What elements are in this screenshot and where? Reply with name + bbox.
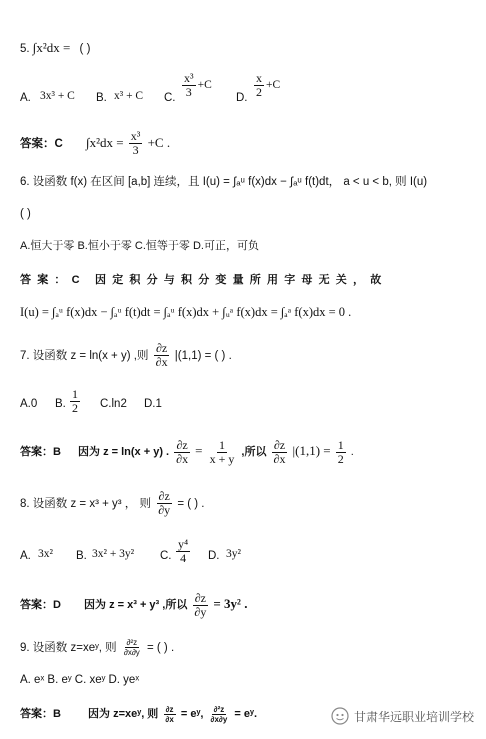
q8-option-a-label: A. xyxy=(20,550,31,562)
q7-option-a: A.0 xyxy=(20,398,38,410)
q7-answer-partial: $\frac{\partial z}{\partial x}$ xyxy=(176,437,189,466)
q7-partial: $\frac{\partial z}{\partial x}$ xyxy=(155,341,168,370)
q5-number: 5. xyxy=(20,43,30,55)
q7-answer-text2: ,所以 xyxy=(241,446,267,458)
q5-option-a: 3x³ + C xyxy=(40,90,75,102)
q6-answer-expression: I(u) = ∫ₐᵘ f(x)dx − ∫ₐᵘ f(t)dt = ∫ₐᵘ f(x)dx + ∫ᵤᵃ f(x)dx = ∫ₐᵃ f(x)dx = 0 . xyxy=(20,305,352,319)
q8-option-b-label: B. xyxy=(76,550,87,562)
q9-answer-mid: = eʸ, xyxy=(180,708,204,720)
q7-answer-text1: 因为 z = ln(x + y) . xyxy=(78,446,170,458)
q8-answer-tail: = 3y² . xyxy=(213,596,248,611)
question-6-stem: 6. 设函数 f(x) 在区间 [a,b] 连续，且 I(u) = ∫ₐᵘ f(x)dx − ∫ₐᵘ f(t)dt， a < u < b, 则 I(u) xyxy=(20,176,428,188)
q9-answer-partial1: $\frac{\partial z}{\partial x}$ xyxy=(165,704,174,724)
q9-answer xyxy=(20,702,257,726)
watermark-text: 甘肃华远职业培训学校 xyxy=(353,709,474,724)
q8-option-d-label: D. xyxy=(208,550,220,562)
q7-answer-eval: |(1,1) = xyxy=(292,443,331,458)
q7-answer-label: 答案：B xyxy=(20,446,61,458)
q7-answer-dot: . xyxy=(350,446,354,458)
q5-option-d: $\frac{x}{2}$ +C xyxy=(256,71,281,99)
q8-option-c: $\frac{\text{y⁴}}{4}$ xyxy=(178,537,189,565)
q8-stem: 8. 设函数 z = x³ + y³ ， 则 xyxy=(20,498,151,510)
q8-option-b: 3x² + 3y² xyxy=(92,548,135,560)
wechat-icon xyxy=(331,707,349,725)
q8-option-a: 3x² xyxy=(38,548,53,560)
q5-blank: ( ) xyxy=(79,43,91,55)
q9-answer-tail: = eʸ. xyxy=(234,708,258,720)
q9-answer-label: 答案：B xyxy=(20,708,61,720)
q7-answer xyxy=(20,436,354,467)
q9-stem: 9. 设函数 z=xeʸ, 则 xyxy=(20,642,117,654)
q5-option-a-label: A. xyxy=(20,92,31,104)
q7-eval: |(1,1) = ( ) . xyxy=(174,350,232,362)
q8-option-d: 3y² xyxy=(226,548,241,560)
q7-option-b-label: B. xyxy=(55,398,66,410)
watermark xyxy=(331,707,474,725)
q7-answer-value: $\frac{1}{2}$ xyxy=(337,437,344,466)
q7-option-d: D.1 xyxy=(144,398,162,410)
question-7 xyxy=(20,342,232,370)
q9-tail: = ( ) . xyxy=(146,642,175,654)
q8-answer-text: 因为 z = x³ + y³ ,所以 xyxy=(84,599,188,611)
q5-answer-fraction: $\frac{\text{x³}}{3}$ xyxy=(130,129,141,158)
question-6-blank: ( ) xyxy=(20,208,31,220)
question-6-options: A.恒大于零 B.恒小于零 C.恒等于零 D.可正，可负 xyxy=(20,240,259,252)
q5-option-c: $\frac{\text{x³}}{3}$ +C xyxy=(184,71,212,99)
question-5 xyxy=(20,40,90,57)
q5-option-b: x³ + C xyxy=(114,90,144,102)
question-8 xyxy=(20,490,205,518)
q9-answer-text: 因为 z=xeʸ, 则 xyxy=(88,708,159,720)
q5-answer-tail: +C . xyxy=(147,135,171,150)
q9-partial: $\frac{\text{∂²z}}{\partial x\partial y}$ xyxy=(123,638,140,658)
q7-stem: 7. 设函数 z = ln(x + y) ,则 xyxy=(20,350,149,362)
q5-option-b-label: B. xyxy=(96,92,107,104)
question-9-options: A. eˣ B. eʸ C. xeʸ D. yeˣ xyxy=(20,674,140,686)
q7-answer-equals: = xyxy=(195,443,203,458)
q8-option-c-label: C. xyxy=(160,550,172,562)
q5-integral: ∫x²dx = xyxy=(32,40,71,55)
q8-tail: = ( ) . xyxy=(177,498,205,510)
q7-option-c: C.ln2 xyxy=(100,398,127,410)
q7-option-b: $\frac{1}{2}$ xyxy=(72,387,78,415)
q8-answer xyxy=(20,590,247,619)
q5-answer-label: 答案：C xyxy=(20,138,63,150)
q7-answer-partial2: $\frac{\partial z}{\partial x}$ xyxy=(273,437,286,466)
q8-answer-label: 答案：D xyxy=(20,599,61,611)
q5-option-d-label: D. xyxy=(236,92,248,104)
q5-answer-integral: ∫x²dx = xyxy=(86,135,124,150)
q7-answer-derivative: $\frac{1}{x + y}$ xyxy=(209,437,235,466)
q8-answer-partial: $\frac{\partial z}{\partial y}$ xyxy=(194,590,207,619)
question-9 xyxy=(20,634,174,662)
q6-answer: 答案：C 因定积分与积分变量所用字母无关，故 xyxy=(20,274,388,286)
q5-answer xyxy=(20,130,170,157)
q9-answer-partial2: $\frac{\text{∂²z}}{\partial x\partial y}$ xyxy=(210,704,228,724)
q8-partial: $\frac{\partial z}{\partial y}$ xyxy=(158,489,171,518)
q5-option-c-label: C. xyxy=(164,92,176,104)
